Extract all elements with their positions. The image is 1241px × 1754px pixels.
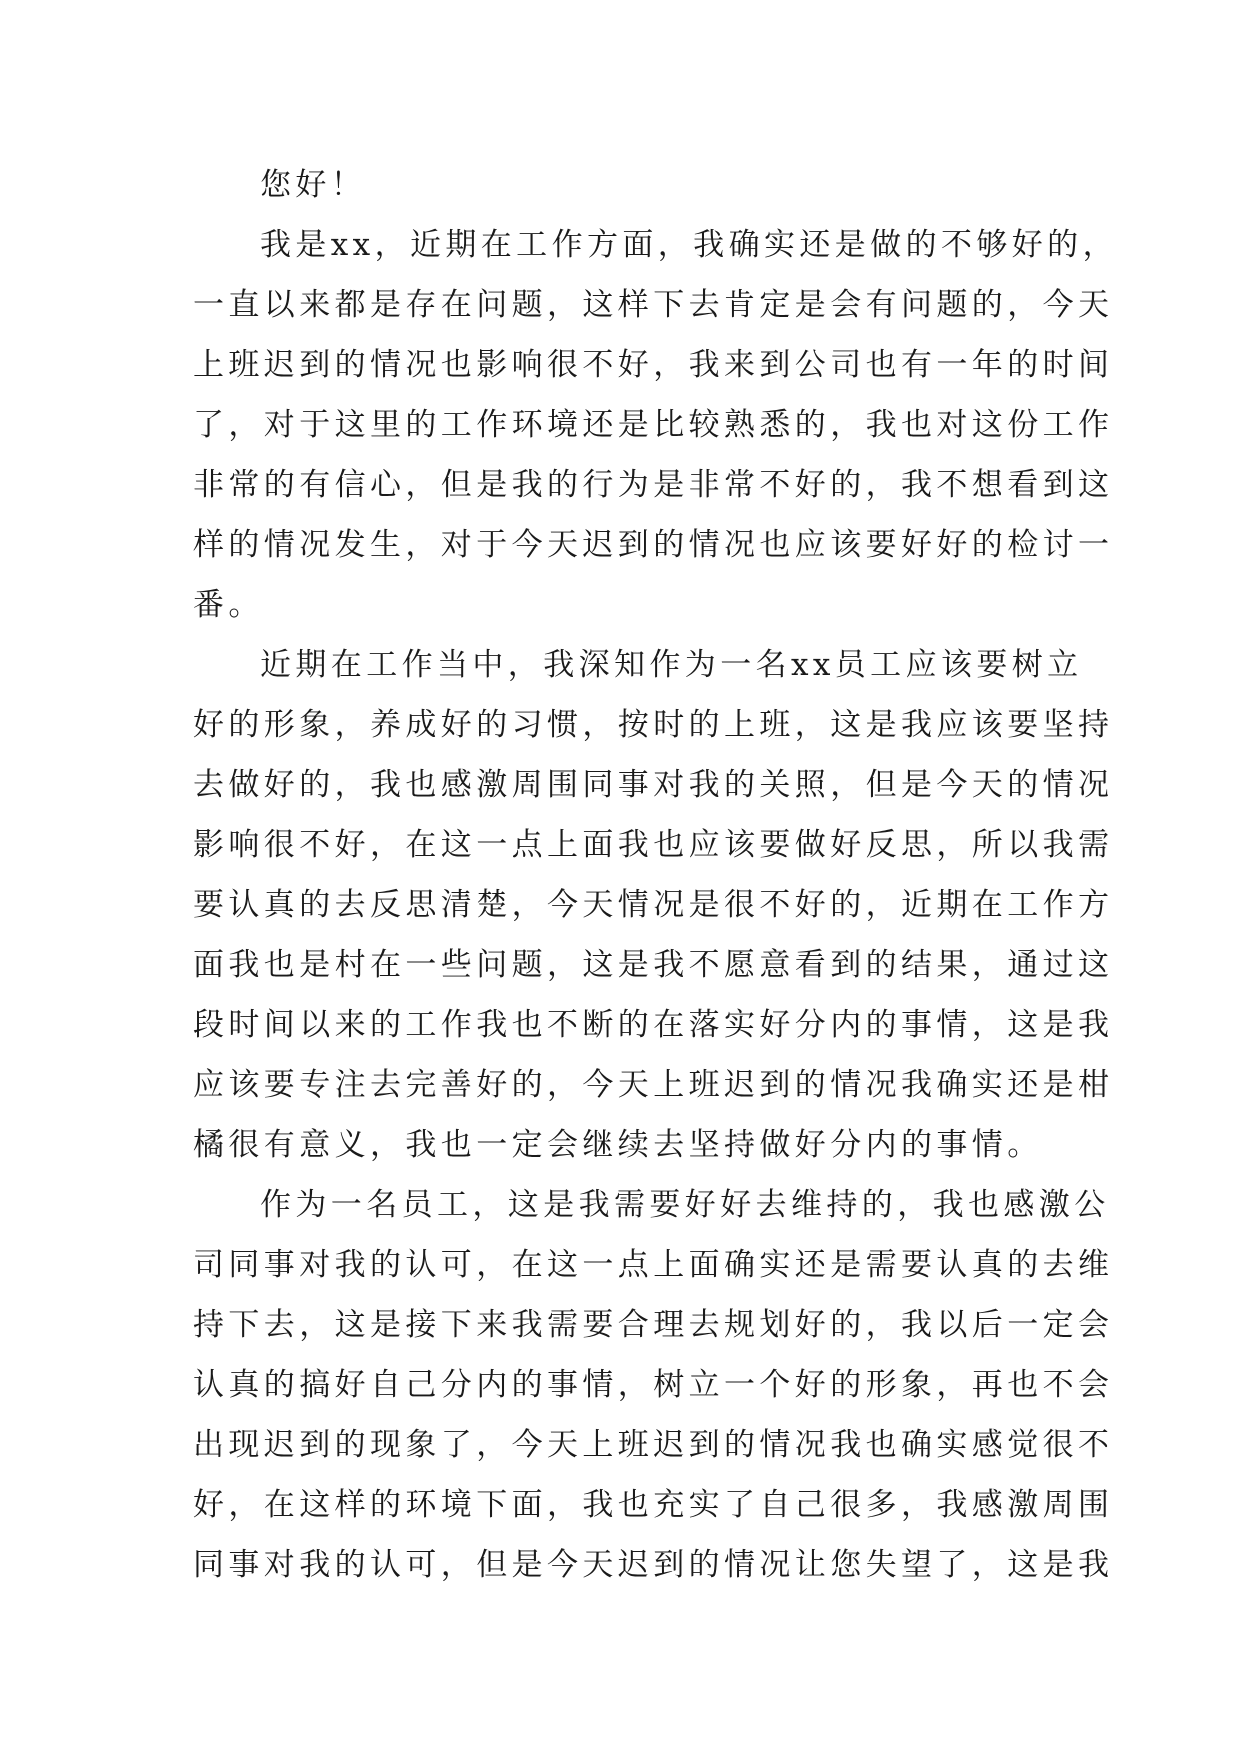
paragraph-3-line: 司同事对我的认可，在这一点上面确实还是需要认真的去维 <box>193 1247 1114 1283</box>
paragraph-2-line: 橘很有意义，我也一定会继续去坚持做好分内的事情。 <box>193 1127 1043 1163</box>
paragraph-2-line: 段时间以来的工作我也不断的在落实好分内的事情，这是我 <box>193 1007 1114 1043</box>
paragraph-2-line: 近期在工作当中，我深知作为一名xx员工应该要树立 <box>260 647 1083 683</box>
paragraph-3-line: 认真的搞好自己分内的事情，树立一个好的形象，再也不会 <box>193 1367 1114 1403</box>
paragraph-3-line: 持下去，这是接下来我需要合理去规划好的，我以后一定会 <box>193 1307 1114 1343</box>
paragraph-1-line: 上班迟到的情况也影响很不好，我来到公司也有一年的时间 <box>193 347 1114 383</box>
paragraph-2-line: 应该要专注去完善好的，今天上班迟到的情况我确实还是柑 <box>193 1067 1114 1103</box>
paragraph-2-line: 去做好的，我也感激周围同事对我的关照，但是今天的情况 <box>193 767 1114 803</box>
paragraph-3-line: 作为一名员工，这是我需要好好去维持的，我也感激公 <box>260 1187 1110 1223</box>
paragraph-2-line: 影响很不好，在这一点上面我也应该要做好反思，所以我需 <box>193 827 1114 863</box>
greeting-line: 您好！ <box>260 167 367 203</box>
paragraph-1-line: 非常的有信心，但是我的行为是非常不好的，我不想看到这 <box>193 467 1114 503</box>
paragraph-2-line: 好的形象，养成好的习惯，按时的上班，这是我应该要坚持 <box>193 707 1114 743</box>
paragraph-2-line: 要认真的去反思清楚，今天情况是很不好的，近期在工作方 <box>193 887 1114 923</box>
letter-body <box>193 155 1118 1595</box>
paragraph-1-line: 一直以来都是存在问题，这样下去肯定是会有问题的，今天 <box>193 287 1114 323</box>
paragraph-2-line: 面我也是村在一些问题，这是我不愿意看到的结果，通过这 <box>193 947 1114 983</box>
paragraph-3-line: 出现迟到的现象了，今天上班迟到的情况我也确实感觉很不 <box>193 1427 1114 1463</box>
paragraph-1-line: 我是xx，近期在工作方面，我确实还是做的不够好的， <box>260 227 1118 263</box>
paragraph-3-line: 好，在这样的环境下面，我也充实了自己很多，我感激周围 <box>193 1487 1114 1523</box>
paragraph-1-line: 了，对于这里的工作环境还是比较熟悉的，我也对这份工作 <box>193 407 1114 443</box>
paragraph-1-line: 番。 <box>193 587 264 623</box>
paragraph-3-line: 同事对我的认可，但是今天迟到的情况让您失望了，这是我 <box>193 1547 1114 1583</box>
paragraph-1-line: 样的情况发生，对于今天迟到的情况也应该要好好的检讨一 <box>193 527 1114 563</box>
